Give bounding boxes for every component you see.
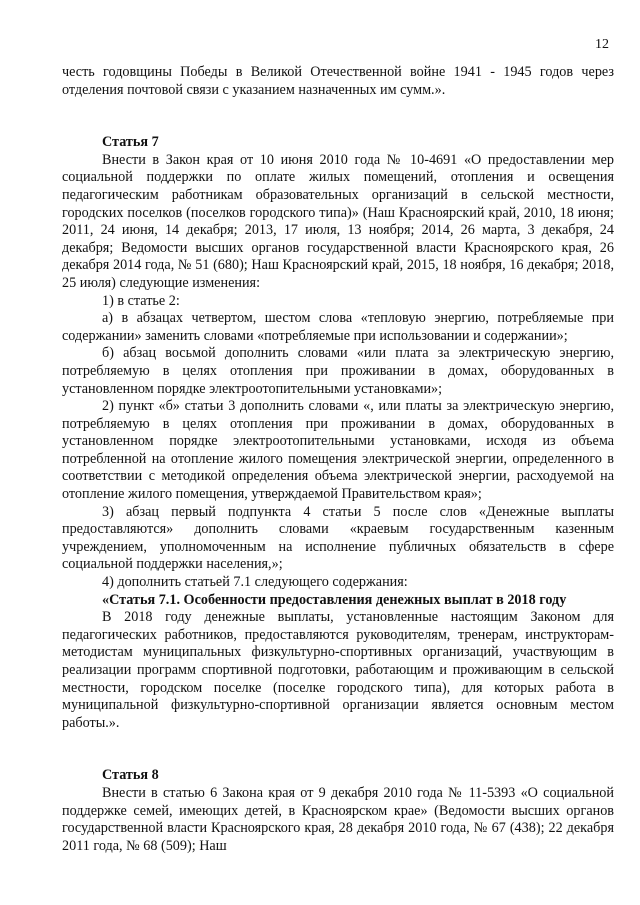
article-7-1-title: «Статья 7.1. Особенности предоставления денежных выплат в 2018 году (102, 591, 567, 608)
paragraph-article-8-intro: Внести в статью 6 Закона края от 9 декабря 2010 года № 11-5393 «О социальной поддержке семей, имеющих детей, в Красноярском крае» (Ведомости высших органов государственной власти Красноярского края, 28 декабря 2010 года, № 67 (438); 22 декабря 2011 года, № 68 (509); Наш (62, 784, 614, 854)
paragraph-article-7-1-body: В 2018 году денежные выплаты, установленные настоящим Законом для педагогических работников, предоставляются руководителям, тренерам, инструкторам-методистам муниципальных физкультурно-спортивных организаций, участвующим в реализации программ спортивной подготовки, работающим и проживающим в сельской местности, городском поселке (поселке городского типа), для которых работа в муниципальной физкультурно-спортивной организации является основным местом работы.». (62, 609, 614, 731)
paragraph-item-1a: а) в абзацах четвертом, шестом слова «тепловую энергию, потребляемые при содержании» заменить словами «потребляемые при использовании и содержании»; (62, 310, 614, 344)
paragraph-article-7-intro: Внести в Закон края от 10 июня 2010 года № 10-4691 «О предоставлении мер социальной поддержки по оплате жилых помещений, отопления и освещения педагогическим работникам образовательных организаций в сельской местности, городских поселков (поселков городского типа)» (Наш Красноярский край, 2010, 18 июня; 2011, 24 июня, 14 декабря; 2013, 17 июля, 13 ноября; 2014, 26 марта, 3 декабря, 24 декабря; Ведомости высших органов государственной власти Красноярского края, 26 декабря 2014 года, № 51 (680); Наш Красноярский край, 2015, 18 ноября, 16 декабря; 2018, 25 июля) следующие изменения: (62, 151, 614, 291)
paragraph-item-3: 3) абзац первый подпункта 4 статьи 5 после слов «Денежные выплаты предоставляются» дополнить словами «краевым государственным казенным учреждением, уполномоченным на исполнение публичных обязательств в сфере социальной поддержки населения,»; (62, 503, 614, 573)
page-number: 12 (595, 37, 609, 52)
article-7-title: Статья 7 (102, 134, 159, 151)
paragraph-item-1b: б) абзац восьмой дополнить словами «или плата за электрическую энергию, потребляемую в целях отопления при проживании в домах, оборудованных в установленном порядке электроотопительными установками»; (62, 345, 614, 397)
paragraph-continuation: честь годовщины Победы в Великой Отечественной войне 1941 - 1945 годов через отделения почтовой связи с указанием назначенных им сумм.». (62, 64, 614, 98)
article-8-title: Статья 8 (102, 767, 159, 784)
paragraph-item-4: 4) дополнить статьей 7.1 следующего содержания: (102, 574, 408, 591)
paragraph-item-1: 1) в статье 2: (102, 292, 180, 309)
paragraph-item-2: 2) пункт «б» статьи 3 дополнить словами «, или платы за электрическую энергию, потребляемую в целях отопления при проживании в домах, оборудованных в установленном порядке электроотопительными установками, исходя из объема потребленной на отопление жилого помещения электрической энергии, определенного в соответствии с методикой определения объема электрической энергии, расходуемой на отопление жилого помещения, утверждаемой Правительством края»; (62, 398, 614, 503)
document-body (62, 64, 614, 855)
